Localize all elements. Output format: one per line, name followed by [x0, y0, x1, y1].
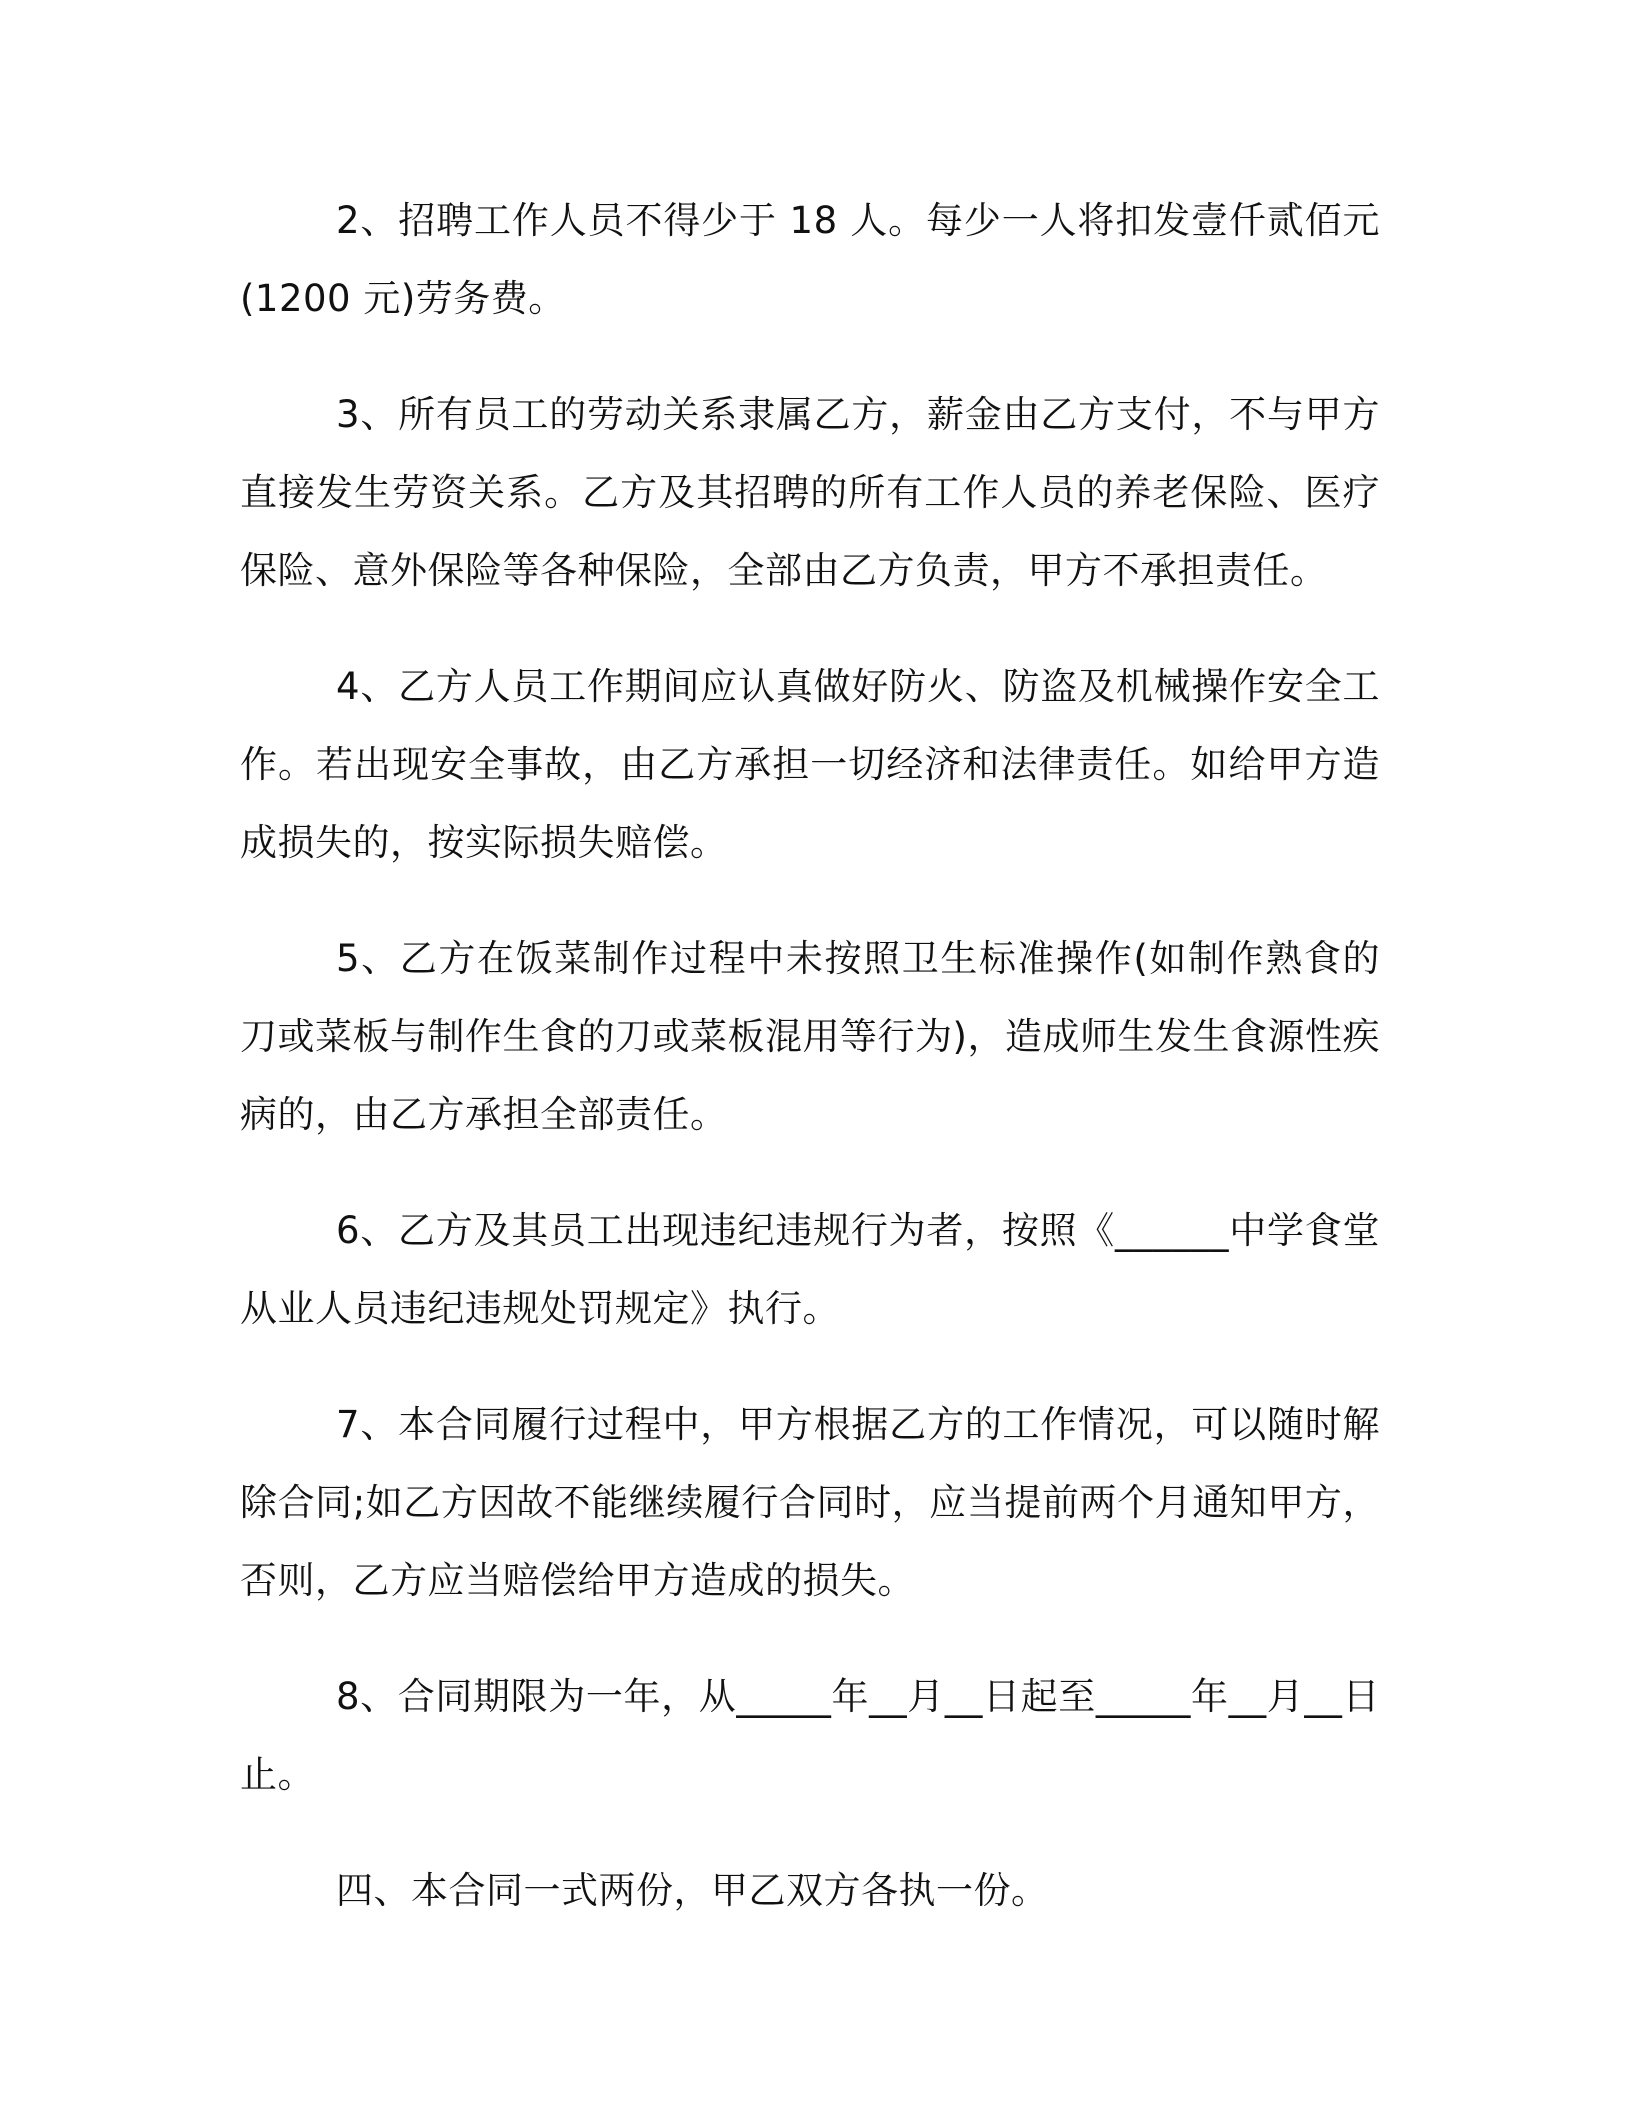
- section-4: 四、本合同一式两份，甲乙双方各执一份。: [336, 1869, 1049, 1912]
- clause-7: 7、本合同履行过程中，甲方根据乙方的工作情况，可以随时解除合同;如乙方因故不能继续履行合同时，应当提前两个月通知甲方，否则，乙方应当赔偿给甲方造成的损失。: [240, 1403, 1380, 1602]
- clause-6: 6、乙方及其员工出现违纪违规行为者，按照《______中学食堂从业人员违纪违规处罚规定》执行。: [240, 1209, 1380, 1330]
- document-body: [240, 182, 1380, 1968]
- clause-3: 3、所有员工的劳动关系隶属乙方，薪金由乙方支付，不与甲方直接发生劳资关系。乙方及其招聘的所有工作人员的养老保险、医疗保险、意外保险等各种保险，全部由乙方负责，甲方不承担责任。: [240, 393, 1380, 592]
- clause-5: 5、乙方在饭菜制作过程中未按照卫生标准操作(如制作熟食的刀或菜板与制作生食的刀或菜板混用等行为)，造成师生发生食源性疾病的，由乙方承担全部责任。: [240, 937, 1380, 1136]
- clause-4: 4、乙方人员工作期间应认真做好防火、防盗及机械操作安全工作。若出现安全事故，由乙方承担一切经济和法律责任。如给甲方造成损失的，按实际损失赔偿。: [240, 665, 1380, 864]
- clause-8: 8、合同期限为一年，从_____年__月__日起至_____年__月__日止。: [240, 1675, 1380, 1796]
- clause-2: 2、招聘工作人员不得少于 18 人。每少一人将扣发壹仟贰佰元(1200 元)劳务费。: [240, 199, 1380, 320]
